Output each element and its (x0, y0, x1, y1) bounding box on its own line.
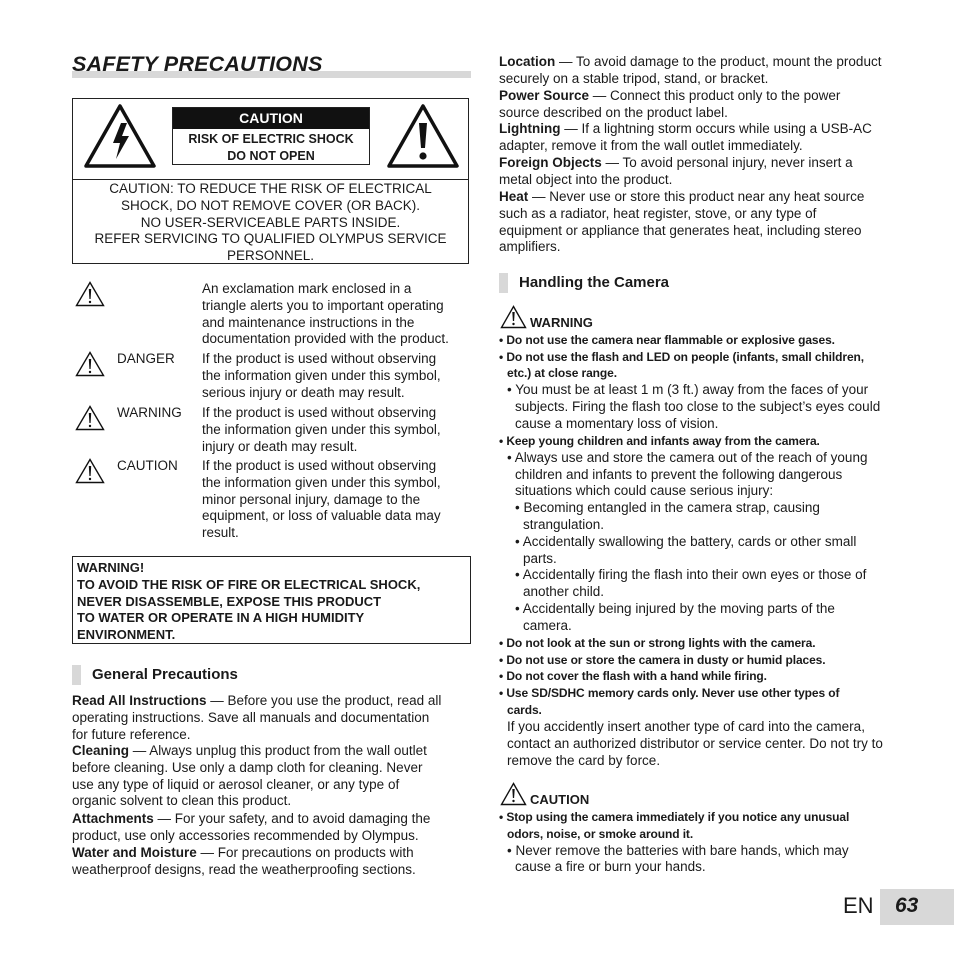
symbol-description: If the product is used without observing the information given under this symbol, minor personal injury, damage to the equipment, or loss of valuable data may result. (202, 458, 441, 541)
danger-triangle-icon (75, 351, 105, 377)
sub-bullet-cont: situations which could cause serious injury: (515, 483, 774, 498)
body-text: contact an authorized distributor or service center. Do not try to (507, 736, 883, 751)
sub-bullet-cont: cause a momentary loss of vision. (515, 416, 719, 431)
sub-bullet: • Never remove the batteries with bare hands, which may (507, 843, 849, 858)
bold-bullet: • Do not use or store the camera in dusty or humid places. (499, 653, 826, 667)
bold-bullet: • Keep young children and infants away from the camera. (499, 434, 820, 448)
sub-sub-bullet-cont: another child. (523, 584, 605, 599)
caution-label: CAUTION (173, 108, 369, 129)
general-item: Foreign Objects — To avoid personal injury, never insert a metal object into the product. (499, 155, 853, 187)
bold-bullet: • Use SD/SDHC memory cards only. Never use other types of (499, 686, 840, 700)
warning-triangle-icon (500, 305, 527, 329)
bold-bullet-cont: etc.) at close range. (507, 366, 617, 380)
sub-bullet-cont: children and infants to prevent the following dangerous (515, 467, 843, 482)
general-item: Water and Moisture — For precautions on products with weatherproof designs, read the weatherproofing sections. (72, 845, 416, 877)
caution-triangle-icon (75, 458, 105, 484)
symbol-label: DANGER (117, 351, 175, 366)
lightning-triangle-icon (83, 103, 157, 169)
bold-bullet-cont: odors, noise, or smoke around it. (507, 827, 694, 841)
sub-sub-bullet: • Accidentally swallowing the battery, cards or other small (515, 534, 857, 549)
shock-box-header (73, 99, 468, 180)
sub-sub-bullet: • Accidentally being injured by the moving parts of the (515, 601, 835, 616)
symbol-description: If the product is used without observing the information given under this symbol, injury or death may result. (202, 405, 441, 454)
shock-warning-text: CAUTION: TO REDUCE THE RISK OF ELECTRICAL SHOCK, DO NOT REMOVE COVER (OR BACK). NO USER-SERVICEABLE PARTS INSIDE. REFER SERVICING TO QUALIFIED OLYMPUS SERVICE PERSONNEL. (94, 181, 447, 264)
bold-bullet: • Do not use the flash and LED on people (infants, small children, (499, 350, 864, 364)
warning-triangle-icon (75, 405, 105, 431)
caution-label-box (172, 107, 370, 165)
caution-triangle-icon (500, 782, 527, 806)
sub-bullet: • You must be at least 1 m (3 ft.) away from the faces of your (507, 382, 869, 397)
general-item: Location — To avoid damage to the product, mount the product securely on a stable tripod, stand, or bracket. (499, 54, 882, 86)
warning-heading: WARNING (530, 315, 593, 330)
fire-shock-warning-box: WARNING! TO AVOID THE RISK OF FIRE OR ELECTRICAL SHOCK, NEVER DISASSEMBLE, EXPOSE THIS PRODUCT TO WATER OR OPERATE IN A HIGH HUMIDITY ENVIRONMENT. (72, 556, 471, 644)
sub-sub-bullet-cont: parts. (523, 551, 557, 566)
sub-bullet: • Always use and store the camera out of the reach of young (507, 450, 868, 465)
body-text: remove the card by force. (507, 753, 661, 768)
general-item: Read All Instructions — Before you use the product, read all operating instructions. Save all manuals and documentation for future reference. (72, 693, 442, 742)
bold-bullet-cont: cards. (507, 703, 542, 717)
section-marker (499, 273, 508, 293)
symbol-description: An exclamation mark enclosed in a triangle alerts you to important operating and maintenance instructions in the documentation provided with the product. (202, 281, 449, 347)
electric-shock-caution-box (72, 98, 469, 264)
sub-sub-bullet-cont: camera. (523, 618, 572, 633)
general-item: Power Source — Connect this product only to the power source described on the product label. (499, 88, 841, 120)
general-item: Heat — Never use or store this product near any heat source such as a radiator, heat register, stove, or any type of equipment or appliance that generates heat, including stereo amplifiers. (499, 189, 865, 255)
exclamation-triangle-icon (386, 103, 460, 169)
exclamation-triangle-icon (75, 281, 105, 307)
sub-sub-bullet: • Becoming entangled in the camera strap, causing (515, 500, 820, 515)
general-item: Cleaning — Always unplug this product from the wall outlet before cleaning. Use only a damp cloth for cleaning. Never use any type of liquid or aerosol cleaner, or any type of organic solvent to clean this product. (72, 743, 427, 809)
general-item: Lightning — If a lightning storm occurs while using a USB-AC adapter, remove it from the wall outlet immediately. (499, 121, 872, 153)
bold-bullet: • Do not use the camera near flammable or explosive gases. (499, 333, 835, 347)
sub-bullet-cont: cause a fire or burn your hands. (515, 859, 706, 874)
symbol-description: If the product is used without observing the information given under this symbol, serious injury or death may result. (202, 351, 441, 400)
general-item: Attachments — For your safety, and to avoid damaging the product, use only accessories recommended by Olympus. (72, 811, 431, 843)
page-number: 63 (895, 894, 919, 917)
sub-sub-bullet: • Accidentally firing the flash into their own eyes or those of (515, 567, 867, 582)
language-label: EN (843, 893, 874, 918)
symbol-label: CAUTION (117, 458, 178, 473)
page-title: SAFETY PRECAUTIONS (72, 52, 323, 76)
risk-text: RISK OF ELECTRIC SHOCK DO NOT OPEN (188, 132, 354, 163)
body-text: If you accidently insert another type of card into the camera, (507, 719, 865, 734)
sub-bullet-cont: subjects. Firing the flash too close to the subject’s eyes could (515, 399, 881, 414)
symbol-label: WARNING (117, 405, 182, 420)
bold-bullet: • Do not look at the sun or strong lights with the camera. (499, 636, 816, 650)
page-number-box (880, 889, 954, 925)
bold-bullet: • Stop using the camera immediately if you notice any unusual (499, 810, 850, 824)
bold-bullet: • Do not cover the flash with a hand while firing. (499, 669, 767, 683)
caution-heading: CAUTION (530, 792, 590, 807)
sub-sub-bullet-cont: strangulation. (523, 517, 605, 532)
section-marker (72, 665, 81, 685)
section-heading-handling: Handling the Camera (519, 274, 670, 291)
section-heading-general: General Precautions (92, 666, 238, 683)
